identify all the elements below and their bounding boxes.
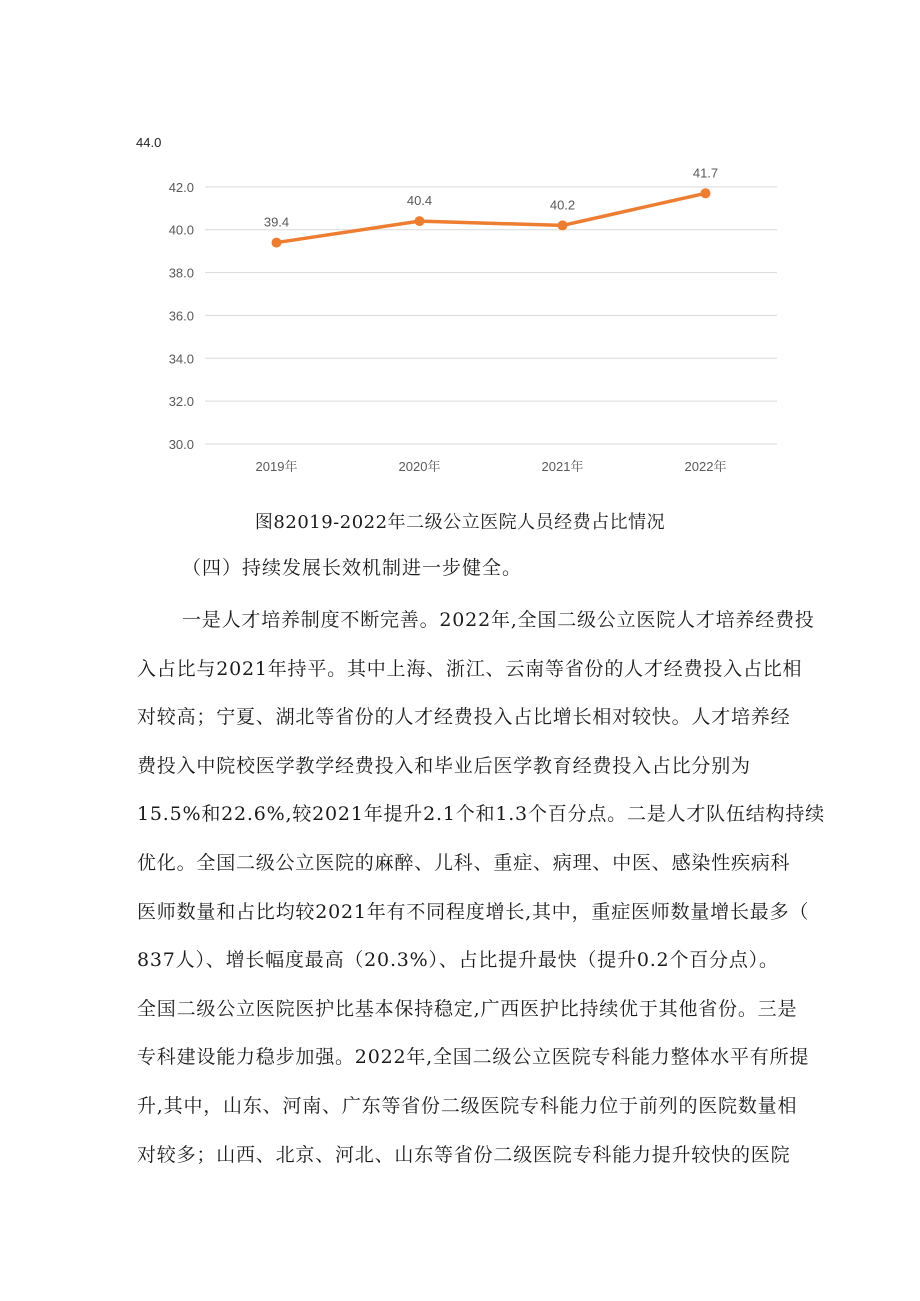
- y-tick-label: 42.0: [168, 179, 194, 195]
- y-tick-label: 30.0: [168, 437, 194, 452]
- x-category-label: 2020年: [398, 459, 441, 474]
- body-line: 升,其中，山东、河南、广东等省份二级医院专科能力位于前列的医院数量相: [137, 1094, 798, 1117]
- y-tick-label: 34.0: [168, 351, 194, 367]
- y-tick-label: 38.0: [168, 265, 194, 281]
- body-line: 对较高；宁夏、湖北等省份的人才经费投入占比增长相对较快。人才培养经: [137, 706, 791, 729]
- x-category-label: 2021年: [541, 459, 584, 474]
- figure-caption: 图82019-2022年二级公立医院人员经费占比情况: [254, 512, 666, 533]
- body-line: 入占比与2021年持平。其中上海、浙江、云南等省份的人才经费投入占比相: [137, 657, 803, 680]
- body-line: 一是人才培养制度不断完善。2022年,全国二级公立医院人才培养经费投: [182, 609, 815, 631]
- body-line: 15.5%和22.6%,较2021年提升2.1个和1.3个百分点。二是人才队伍结构持续: [137, 803, 825, 826]
- section-heading: （四）持续发展长效机制进一步健全。: [182, 557, 523, 579]
- y-tick-label: 32.0: [168, 394, 194, 410]
- body-line: 医师数量和占比均较2021年有不同程度增长,其中，重症医师数量增长最多（: [137, 900, 810, 923]
- data-point: [272, 238, 282, 248]
- body-paragraph: [137, 598, 825, 1181]
- body-line: 全国二级公立医院医护比基本保持稳定,广西医护比持续优于其他省份。三是: [137, 997, 798, 1020]
- body-line: 对较多；山西、北京、河北、山东等省份二级医院专科能力提升较快的医院: [137, 1143, 791, 1166]
- data-point: [415, 216, 425, 226]
- data-label: 39.4: [263, 214, 290, 230]
- x-category-label: 2022年: [684, 459, 727, 474]
- y-axis-top-label: 44.0: [136, 135, 162, 150]
- body-line: 专科建设能力稳步加强。2022年,全国二级公立医院专科能力整体水平有所提: [137, 1046, 810, 1069]
- data-label: 41.7: [692, 165, 719, 181]
- data-point: [701, 188, 711, 198]
- x-category-label: 2019年: [255, 459, 298, 474]
- chart-canvas: [0, 0, 920, 500]
- body-line: 837人）、增长幅度最高（20.3%）、占比提升最快（提升0.2个百分点）。: [137, 949, 779, 972]
- data-label: 40.2: [549, 197, 576, 213]
- y-tick-label: 36.0: [168, 308, 194, 324]
- y-tick-label: 40.0: [168, 222, 194, 238]
- data-point: [558, 220, 568, 230]
- body-line: 优化。全国二级公立医院的麻醉、儿科、重症、病理、中医、感染性疾病科: [137, 851, 791, 874]
- series-line: [277, 193, 706, 242]
- line-chart: [0, 0, 920, 500]
- data-label: 40.4: [406, 193, 433, 209]
- body-line: 费投入中院校医学教学经费投入和毕业后医学教育经费投入占比分别为: [137, 754, 751, 777]
